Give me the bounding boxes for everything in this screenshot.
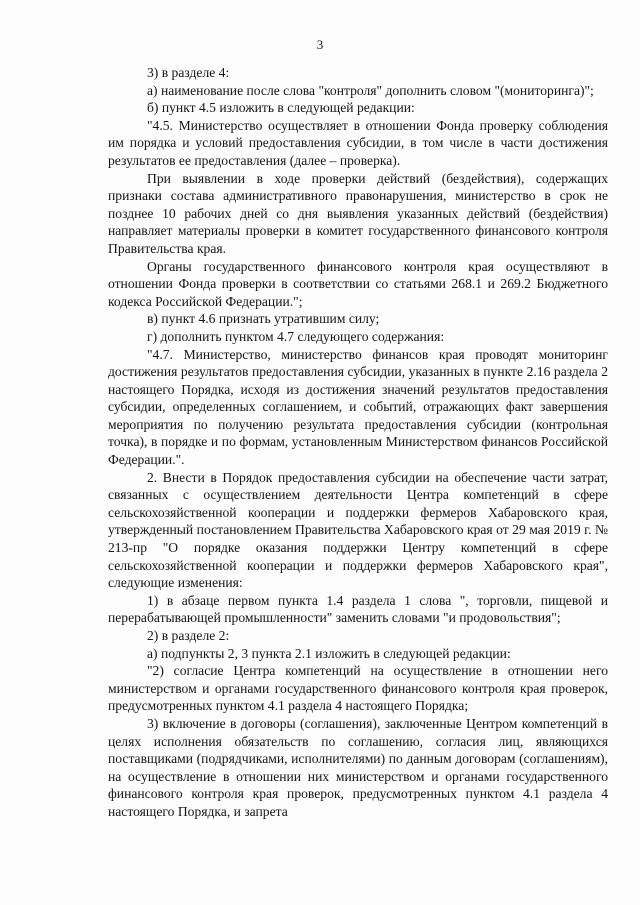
paragraph-section-2-amendments: 2. Внести в Порядок предоставления субсидии на обеспечение части затрат, связанных с осуществлением деятельности Центра компетенций в сфере сельскохозяйственной кооперации и поддержки фермеров Хабаровского края, утвержденный постановлением Правительства Хабаровского края от 29 мая 2019 г. № 213-пр "О порядке оказания поддержки Центру компетенций в сфере сельскохозяйственной кооперации и поддержки фермеров Хабаровского края", следующие изменения: [108, 469, 608, 591]
paragraph-point-4-7-text: "4.7. Министерство, министерство финансов края проводят мониторинг достижения результатов предоставления субсидии, указанных в пункте 2.16 раздела 2 настоящего Порядка, исходя из достижения значений результатов предоставления субсидии, определенных соглашением, и событий, отражающих факт завершения мероприятия по получению результата предоставления субсидии (контрольная точка), в порядке и по формам, установленным Министерством финансов Российской Федерации.". [108, 346, 608, 468]
paragraph-item-b-point-4-5: б) пункт 4.5 изложить в следующей редакции: [147, 100, 415, 116]
document-body [108, 64, 608, 821]
paragraph-item-g-point-4-7: г) дополнить пунктом 4.7 следующего содержания: [147, 328, 445, 344]
page-number: 3 [316, 37, 324, 52]
paragraph-item-a-title: а) наименование после слова "контроля" дополнить словом "(мониторинга)"; [147, 82, 594, 98]
paragraph-point-4-5-text: "4.5. Министерство осуществляет в отношении Фонда проверку соблюдения им порядка и условий предоставления субсидии, в том числе в части достижения результатов ее предоставления (далее – проверка). [108, 117, 608, 168]
paragraph-point-1-4-change: 1) в абзаце первом пункта 1.4 раздела 1 слова ", торговли, пищевой и перерабатывающей промышленности" заменить словами "и продовольствия"; [108, 592, 608, 626]
paragraph-subitem-3-text: 3) включение в договоры (соглашения), заключенные Центром компетенций в целях исполнения обязательств по соглашению, согласия лиц, являющихся поставщиками (подрядчиками, исполнителями) по данным договорам (соглашениям), на осуществление в отношении них министерством и органами государственного финансового контроля края проверок, предусмотренных пунктом 4.1 раздела 4 настоящего Порядка, и запрета [108, 715, 608, 819]
paragraph-violation-detection: При выявлении в ходе проверки действий (бездействия), содержащих признаки состава административного правонарушения, министерство в срок не позднее 10 рабочих дней со дня выявления указанных действий (бездействия) направляет материалы проверки в комитет государственного финансового контроля Правительства края. [108, 170, 608, 256]
paragraph-subitem-2-text: "2) согласие Центра компетенций на осуществление в отношении него министерством и органами государственного финансового контроля края проверок, предусмотренных пунктом 4.1 раздела 4 настоящего Порядка; [108, 663, 608, 714]
paragraph-subitems-2-3: а) подпункты 2, 3 пункта 2.1 изложить в следующей редакции: [147, 645, 511, 661]
paragraph-control-bodies: Органы государственного финансового контроля края осуществляют в отношении Фонда проверки в соответствии со статьями 268.1 и 269.2 Бюджетного кодекса Российской Федерации."; [108, 258, 608, 309]
paragraph-in-section-2: 2) в разделе 2: [147, 628, 230, 643]
paragraph-section-4-header: 3) в разделе 4: [147, 65, 230, 80]
paragraph-item-v-point-4-6: в) пункт 4.6 признать утратившим силу; [147, 311, 380, 327]
